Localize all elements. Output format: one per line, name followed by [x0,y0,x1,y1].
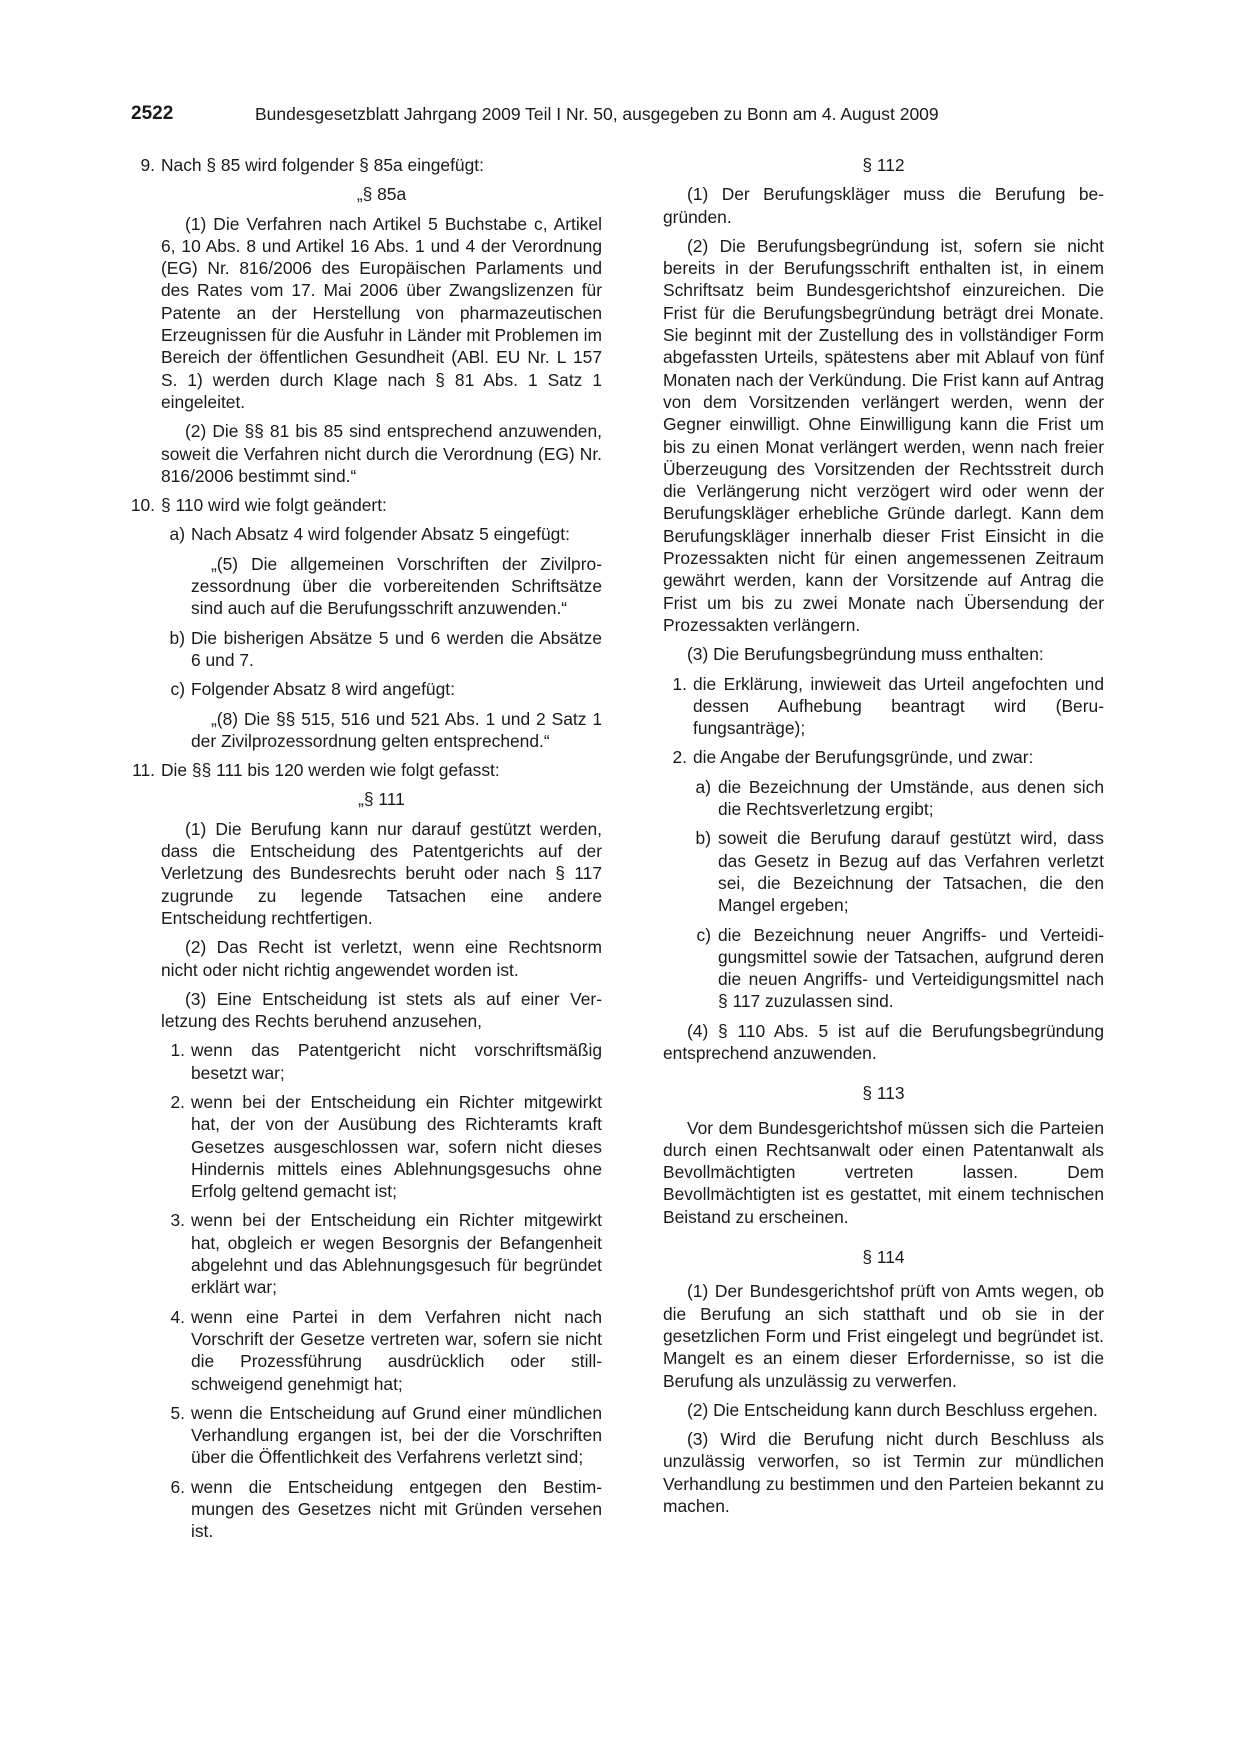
list-item [161,1306,602,1395]
list-text: wenn die Entscheidung entgegen den Bestimmungen des Gesetzes nicht mit Gründen versehen ist. [191,1476,602,1542]
list-item [161,1209,602,1298]
sub-item-text: Die bisherigen Absätze 5 und 6 werden die Absätze 6 und 7. [191,627,602,670]
list-number: 2. [170,1091,185,1112]
running-head: Bundesgesetzblatt Jahrgang 2009 Teil I Nr. 50, ausgegeben zu Bonn am 4. August 2009 [255,104,939,124]
sub-item-text: die Bezeichnung neuer Angriffs- und Verteidigungsmittel sowie der Tatsachen, aufgrund deren die neuen Angriffs- und Verteidigungsmittel nach § 117 zuzulassen sind. [718,924,1104,1012]
quoted-paragraph: „(5) Die allgemeinen Vorschriften der Zivilprozessordnung über die vorbereitenden Schriftsätze sind auch auf die Berufungsschrift anzuwenden.“ [191,553,602,619]
amendment-item-10 [130,494,602,516]
section-heading-111: „§ 111 [358,789,405,810]
section-heading-113: § 113 [862,1083,905,1104]
list-item [663,673,1104,740]
sub-item-label: b) [169,627,185,648]
list-item [663,746,1104,768]
list-text: die Angabe der Berufungsgründe, und zwar: [693,747,1034,768]
paragraph: (4) § 110 Abs. 5 ist auf die Berufungsbegründung entsprechend anzuwenden. [663,1020,1104,1063]
sub-item-label: c) [696,924,711,945]
section-heading-114: § 114 [862,1247,905,1268]
list-text: wenn die Entscheidung auf Grund einer mündlichen Verhandlung ergangen ist, bei der die Vorschriften über die Öffentlichkeit des Verfahrens verletzt sind; [191,1402,602,1468]
amendment-item-9 [140,154,602,176]
list-text: wenn bei der Entscheidung ein Richter mitgewirkt hat, obgleich er wegen Besorgnis der Befangenheit abgelehnt und das Ablehnungsgesuch für begründet erklärt war; [191,1210,602,1298]
paragraph: (2) Die Entscheidung kann durch Beschluss ergehen. [687,1399,1098,1420]
list-text: die Erklärung, inwieweit das Urteil angefochten und dessen Aufhebung beantragt wird (Berufungsanträge); [693,673,1104,739]
paragraph: (3) Wird die Berufung nicht durch Beschluss als unzulässig verworfen, so ist Termin zur mündlichen Verhandlung zu bestimmen und den Parteien bekannt zu machen. [663,1429,1104,1517]
sub-item-text: Folgender Absatz 8 wird angefügt: [191,679,455,700]
sub-item-label: a) [695,776,711,797]
list-number: 1. [672,673,687,694]
sub-item-text: die Bezeichnung der Umstände, aus denen sich die Rechtsverletzung ergibt; [718,776,1104,820]
list-text: wenn das Patentgericht nicht vorschriftsmäßig besetzt war; [191,1040,602,1083]
item-text: Die §§ 111 bis 120 werden wie folgt gefasst: [161,760,500,781]
list-item [161,1476,602,1543]
amendment-item-11 [132,759,602,781]
section-heading-112: § 112 [862,155,905,175]
item-number: 9. [140,155,155,175]
sub-item-text: Nach Absatz 4 wird folgender Absatz 5 eingefügt: [191,524,570,545]
sub-item-b [161,627,602,672]
sub-item-a [663,776,1104,821]
paragraph: (1) Der Berufungskläger muss die Berufung begründen. [663,184,1104,227]
item-number: 11. [132,760,155,781]
list-number: 1. [170,1040,185,1061]
item-number: 10. [130,495,155,516]
paragraph: (2) Die Berufungsbegründung ist, sofern sie nicht bereits in der Berufungsschrift enthalten ist, in einem Schriftsatz beim Bundesgerichtshof einzureichen. Die Frist für die Berufungsbegründung beträgt drei Monate. Sie beginnt mit der Zustellung des in vollständiger Form abgefassten Urteils, spätestens aber mit Ablauf von fünf Monaten nach der Verkündung. Die Frist kann auf Antrag von dem Vorsitzenden verlängert werden, wenn der Gegner einwilligt. Ohne Einwilligung kann die Frist um bis zu einen Monat verlängert werden, wenn nach freier Überzeugung des Vorsitzenden der Rechtsstreit durch die Verlängerung nicht verzögert wird oder wenn der Berufungskläger erhebliche Gründe darlegt. Kann dem Berufungskläger innerhalb dieser Frist Einsicht in die Prozessakten nicht für einen angemessenen Zeitraum gewährt werden, kann der Vorsitzende auf Antrag die Frist um bis zu zwei Monate nach Übersendung der Prozessakten verlängern. [663,235,1104,635]
paragraph: (1) Die Verfahren nach Artikel 5 Buchstabe c, Artikel 6, 10 Abs. 8 und Artikel 16 Abs. 1 und 4 der Verordnung (EG) Nr. 816/2006 des Europäischen Parlaments und des Rates vom 17. Mai 2006 über Zwangslizenzen für Patente an der Herstellung von pharmazeutischen Erzeugnissen für die Ausfuhr in Länder mit Problemen im Bereich der öffentlichen Gesundheit (ABl. EU Nr. L 157 S. 1) werden durch Klage nach § 81 Abs. 1 Satz 1 eingeleitet. [161,213,602,412]
list-text: wenn eine Partei in dem Verfahren nicht nach Vorschrift der Gesetze vertreten war, sofern sie nicht die Prozessführung ausdrücklich oder stillschweigend genehmigt hat; [191,1306,602,1394]
list-text: wenn bei der Entscheidung ein Richter mitgewirkt hat, der von der Ausübung des Richteramts kraft Gesetzes ausgeschlossen war, sofern nicht dieses Hindernis mittels eines Ablehnungsgesuchs ohne Erfolg geltend gemacht ist; [191,1091,602,1202]
section-heading-85a: „§ 85a [356,184,407,205]
list-number: 5. [170,1402,185,1423]
paragraph: Vor dem Bundesgerichtshof müssen sich die Parteien durch einen Rechtsanwalt oder einen Patentanwalt als Bevollmächtigten vertreten lassen. Dem Bevollmächtigten ist es gestattet, mit einem technischen Beistand zu erscheinen. [663,1117,1104,1227]
list-item [161,1091,602,1202]
list-item [161,1039,602,1084]
paragraph: (3) Die Berufungsbegründung muss enthalten: [687,644,1044,665]
sub-item-label: b) [695,828,711,849]
quoted-paragraph: „(8) Die §§ 515, 516 und 521 Abs. 1 und 2 Satz 1 der Zivilprozessordnung gelten entsprechend.“ [191,708,602,751]
list-number: 2. [672,747,687,768]
paragraph: (2) Das Recht ist verletzt, wenn eine Rechtsnorm nicht oder nicht richtig angewendet worden ist. [161,937,602,980]
right-column [663,154,1104,1524]
page-number: 2522 [131,103,174,124]
list-number: 6. [170,1476,185,1497]
sub-item-a [161,523,602,545]
item-text: § 110 wird wie folgt geändert: [161,495,387,516]
paragraph: (1) Der Bundesgerichtshof prüft von Amts wegen, ob die Berufung an sich statthaft und ob sie in der gesetzlichen Form und Frist eingelegt und begründet ist. Mangelt es an einem dieser Erfordernisse, so ist die Berufung als unzulässig zu verwerfen. [663,1281,1104,1391]
sub-item-text: soweit die Berufung darauf gestützt wird, dass das Gesetz in Bezug auf das Verfahren verletzt sei, die Bezeichnung der Tatsachen, die den Mangel ergeben; [718,828,1104,916]
item-text: Nach § 85 wird folgender § 85a eingefügt: [161,155,484,175]
paragraph: (3) Eine Entscheidung ist stets als auf einer Verletzung des Rechts beruhend anzusehen, [161,988,602,1032]
sub-item-c [161,678,602,700]
list-item [161,1402,602,1469]
sub-item-label: a) [169,524,185,545]
list-number: 3. [170,1210,185,1231]
sub-item-c [663,924,1104,1013]
page-header [131,100,1111,128]
list-number: 4. [170,1306,185,1327]
left-column [130,154,602,1550]
paragraph: (2) Die §§ 81 bis 85 sind entsprechend anzuwenden, soweit die Verfahren nicht durch die Verordnung (EG) Nr. 816/2006 bestimmt sind.“ [161,421,602,486]
sub-item-label: c) [170,679,185,700]
paragraph: (1) Die Berufung kann nur darauf gestützt werden, dass die Entscheidung des Patentgerichts auf der Verletzung des Bundesrechts beruht oder nach § 117 zugrunde zu legende Tatsachen eine andere Entscheidung rechtfertigen. [161,818,602,928]
sub-item-b [663,827,1104,916]
